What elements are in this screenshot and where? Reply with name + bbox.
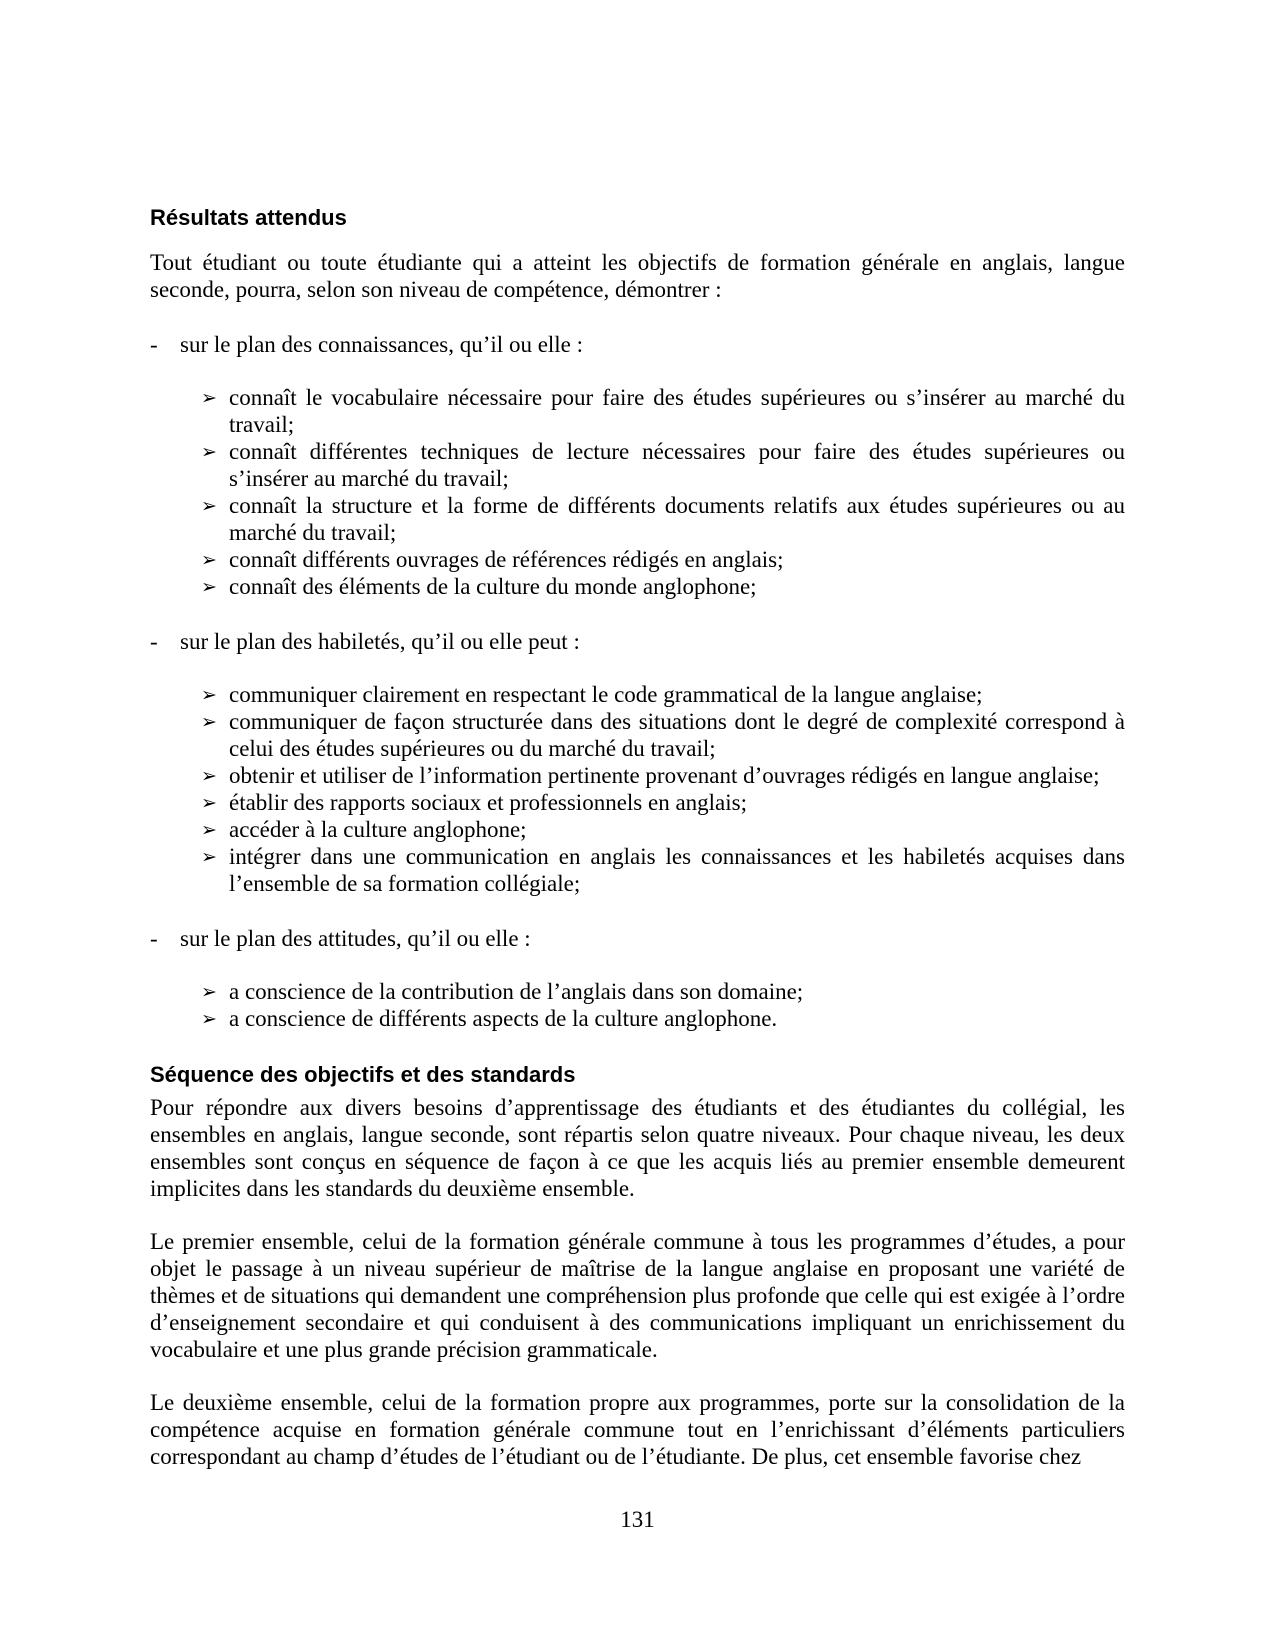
arrow-bullet-icon: ➢ — [201, 846, 217, 868]
page-number: 131 — [620, 1507, 655, 1532]
group-label: sur le plan des habiletés, qu’il ou elle peut : — [180, 629, 580, 654]
bullet-list-connaissances — [150, 384, 1125, 600]
arrow-bullet-icon: ➢ — [201, 387, 217, 409]
arrow-bullet-icon: ➢ — [201, 495, 217, 517]
list-item — [150, 681, 1125, 708]
arrow-bullet-icon: ➢ — [201, 711, 217, 733]
list-item — [150, 789, 1125, 816]
group-label-row — [150, 925, 1125, 952]
list-item-text: a conscience de différents aspects de la culture anglophone. — [229, 1006, 778, 1031]
list-item-text: établir des rapports sociaux et professionnels en anglais; — [229, 790, 747, 815]
list-item-text: communiquer clairement en respectant le code grammatical de la langue anglaise; — [229, 682, 983, 707]
list-item — [150, 438, 1125, 492]
group-label-row — [150, 331, 1125, 358]
arrow-bullet-icon: ➢ — [201, 684, 217, 706]
dash-marker: - — [150, 629, 158, 654]
page-content — [150, 205, 1125, 1470]
list-item — [150, 762, 1125, 789]
list-item — [150, 708, 1125, 762]
dash-marker: - — [150, 332, 158, 357]
list-item-text: connaît la structure et la forme de différents documents relatifs aux études supérieures ou au marché du travail; — [229, 493, 1125, 545]
list-item-text: intégrer dans une communication en anglais les connaissances et les habiletés acquises dans l’ensemble de sa formation collégiale; — [229, 844, 1125, 896]
bullet-list-habiletes — [150, 681, 1125, 897]
list-item-text: connaît le vocabulaire nécessaire pour faire des études supérieures ou s’insérer au marché du travail; — [229, 385, 1125, 437]
list-item-text: accéder à la culture anglophone; — [229, 817, 527, 842]
list-item — [150, 816, 1125, 843]
group-attitudes — [150, 925, 1125, 1032]
arrow-bullet-icon: ➢ — [201, 981, 217, 1003]
arrow-bullet-icon: ➢ — [201, 576, 217, 598]
arrow-bullet-icon: ➢ — [201, 819, 217, 841]
paragraph: Le premier ensemble, celui de la formation générale commune à tous les programmes d’études, a pour objet le passage à un niveau supérieur de maîtrise de la langue anglaise en proposant une variété de thèmes et de situations qui demandent une compréhension plus profonde que celle qui est exigée à l’ordre d’enseignement secondaire et qui conduisent à des communications impliquant un enrichissement du vocabulaire et une plus grande précision grammaticale. — [150, 1229, 1125, 1362]
list-item — [150, 978, 1125, 1005]
list-item-text: communiquer de façon structurée dans des situations dont le degré de complexité correspond à celui des études supérieures ou du marché du travail; — [229, 709, 1125, 761]
list-item — [150, 1005, 1125, 1032]
list-item-text: connaît différents ouvrages de références rédigés en anglais; — [229, 547, 784, 572]
bullet-list-attitudes — [150, 978, 1125, 1032]
group-habiletes — [150, 628, 1125, 897]
list-item-text: connaît des éléments de la culture du monde anglophone; — [229, 574, 757, 599]
section-heading-sequence: Séquence des objectifs et des standards — [150, 1062, 576, 1087]
arrow-bullet-icon: ➢ — [201, 765, 217, 787]
section-heading-resultats-attendus: Résultats attendus — [150, 205, 347, 230]
list-item — [150, 573, 1125, 600]
paragraph: Pour répondre aux divers besoins d’apprentissage des étudiants et des étudiantes du collégial, les ensembles en anglais, langue seconde, sont répartis selon quatre niveaux. Pour chaque niveau, les deux ensembles sont conçus en séquence de façon à ce que les acquis liés au premier ensemble demeurent implicites dans les standards du deuxième ensemble. — [150, 1095, 1125, 1201]
list-item-text: obtenir et utiliser de l’information pertinente provenant d’ouvrages rédigés en langue anglaise; — [229, 763, 1100, 788]
intro-paragraph: Tout étudiant ou toute étudiante qui a atteint les objectifs de formation générale en anglais, langue seconde, pourra, selon son niveau de compétence, démontrer : — [150, 250, 1125, 302]
list-item — [150, 546, 1125, 573]
paragraph: Le deuxième ensemble, celui de la formation propre aux programmes, porte sur la consolidation de la compétence acquise en formation générale commune tout en l’enrichissant d’éléments particuliers correspondant au champ d’études de l’étudiant ou de l’étudiante. De plus, cet ensemble favorise chez — [150, 1390, 1125, 1469]
dash-marker: - — [150, 926, 158, 951]
list-item-text: connaît différentes techniques de lecture nécessaires pour faire des études supérieures ou s’insérer au marché du travail; — [229, 439, 1125, 491]
list-item — [150, 384, 1125, 438]
arrow-bullet-icon: ➢ — [201, 441, 217, 463]
group-label: sur le plan des connaissances, qu’il ou elle : — [180, 332, 584, 357]
group-label: sur le plan des attitudes, qu’il ou elle : — [180, 926, 531, 951]
list-item-text: a conscience de la contribution de l’anglais dans son domaine; — [229, 979, 804, 1004]
list-item — [150, 492, 1125, 546]
list-item — [150, 843, 1125, 897]
group-connaissances — [150, 331, 1125, 600]
group-label-row — [150, 628, 1125, 655]
arrow-bullet-icon: ➢ — [201, 1008, 217, 1030]
arrow-bullet-icon: ➢ — [201, 792, 217, 814]
arrow-bullet-icon: ➢ — [201, 549, 217, 571]
